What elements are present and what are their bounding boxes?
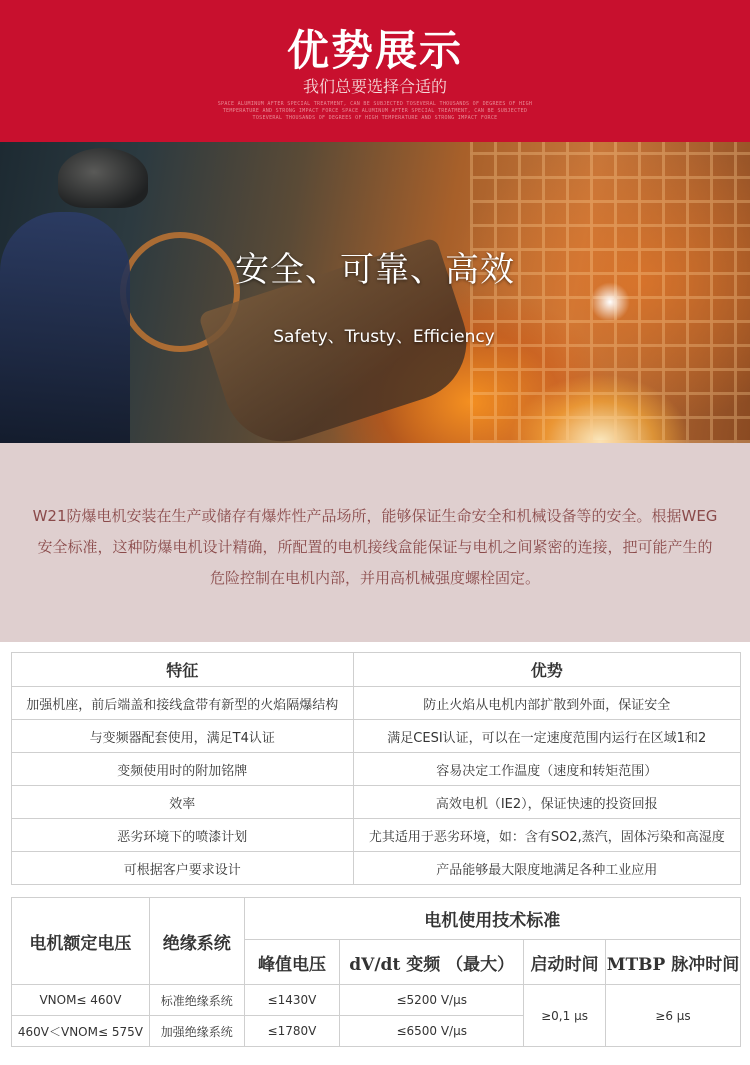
spec-mtbp-cell: ≥6 μs — [605, 985, 740, 1047]
fine-print-line-3: TOSEVERAL THOUSANDS OF DEGREES OF HIGH TEMPERATURE AND STRONG IMPACT FORCE — [252, 115, 498, 121]
spec-dvdt-cell: ≤5200 V/μs — [340, 985, 524, 1016]
spec-insulation-cell: 加强绝缘系统 — [149, 1016, 244, 1047]
features-header-row — [12, 653, 741, 687]
table-row — [12, 687, 741, 720]
spec-dvdt-cell: ≤6500 V/μs — [340, 1016, 524, 1047]
hero-headline-english: Safety、Trusty、Efficiency — [273, 327, 495, 347]
spec-header-start-time: 启动时间 — [524, 940, 606, 985]
feature-cell: 加强机座，前后端盖和接线盒带有新型的火焰隔爆结构 — [12, 687, 354, 720]
table-row — [12, 985, 741, 1016]
spec-peak-cell: ≤1780V — [244, 1016, 340, 1047]
advantage-cell: 容易决定工作温度（速度和转矩范围） — [353, 753, 740, 786]
spec-header-standard-group: 电机使用技术标准 — [244, 898, 740, 940]
feature-cell: 效率 — [12, 786, 354, 819]
page-title: 优势展示 — [286, 26, 463, 75]
spec-start-time-cell: ≥0,1 μs — [524, 985, 606, 1047]
advantage-cell: 产品能够最大限度地满足各种工业应用 — [353, 852, 740, 885]
spec-insulation-cell: 标准绝缘系统 — [149, 985, 244, 1016]
spec-voltage-cell: 460V＜VNOM≤ 575V — [12, 1016, 150, 1047]
hero-foundry-image — [0, 142, 750, 443]
table-row — [12, 819, 741, 852]
header-banner — [0, 0, 750, 142]
advantage-cell: 高效电机（IE2），保证快速的投资回报 — [353, 786, 740, 819]
advantage-cell: 防止火焰从电机内部扩散到外面，保证安全 — [353, 687, 740, 720]
table-row — [12, 786, 741, 819]
features-header-feature: 特征 — [12, 653, 354, 687]
table-row — [12, 753, 741, 786]
features-table — [11, 652, 741, 885]
spec-header-peak-voltage: 峰值电压 — [244, 940, 340, 985]
spec-header-row-1 — [12, 898, 741, 940]
spec-header-dvdt: dV/dt 变频 （最大） — [340, 940, 524, 985]
spec-header-motor-voltage: 电机额定电压 — [12, 898, 150, 985]
header-fine-print — [0, 101, 750, 122]
spec-header-mtbp: MTBP 脉冲时间 — [605, 940, 740, 985]
feature-cell: 变频使用时的附加铭牌 — [12, 753, 354, 786]
description-section — [0, 443, 750, 642]
advantage-cell: 尤其适用于恶劣环境，如：含有SO2,蒸汽，固体污染和高湿度 — [353, 819, 740, 852]
fine-print-line-2: TEMPERATURE AND STRONG IMPACT FORCE SPACE ALUMINUM AFTER SPECIAL TREATMENT, CAN BE SUBJECTED — [222, 108, 528, 114]
motor-spec-table — [11, 897, 741, 1047]
feature-cell: 恶劣环境下的喷漆计划 — [12, 819, 354, 852]
description-text: W21防爆电机安装在生产或储存有爆炸性产品场所，能够保证生命安全和机械设备等的安全。根据WEG安全标准，这种防爆电机设计精确，所配置的电机接线盒能保证与电机之间紧密的连接，把可能产生的危险控制在电机内部，并用高机械强度螺栓固定。 — [32, 507, 718, 587]
hero-headline: 安全、可靠、高效 — [235, 250, 515, 290]
spec-peak-cell: ≤1430V — [244, 985, 340, 1016]
feature-cell: 可根据客户要求设计 — [12, 852, 354, 885]
spec-voltage-cell: VNOM≤ 460V — [12, 985, 150, 1016]
spec-header-insulation: 绝缘系统 — [149, 898, 244, 985]
fine-print-line-1: SPACE ALUMINUM AFTER SPECIAL TREATMENT, CAN BE SUBJECTED TOSEVERAL THOUSANDS OF DEGREES OF HIGH — [217, 101, 533, 107]
hero-helmet — [58, 148, 148, 208]
table-row — [12, 852, 741, 885]
feature-cell: 与变频器配套使用，满足T4认证 — [12, 720, 354, 753]
features-header-advantage: 优势 — [353, 653, 740, 687]
advantage-cell: 满足CESI认证，可以在一定速度范围内运行在区域1和2 — [353, 720, 740, 753]
page-subtitle: 我们总要选择合适的 — [302, 77, 447, 96]
table-row — [12, 720, 741, 753]
